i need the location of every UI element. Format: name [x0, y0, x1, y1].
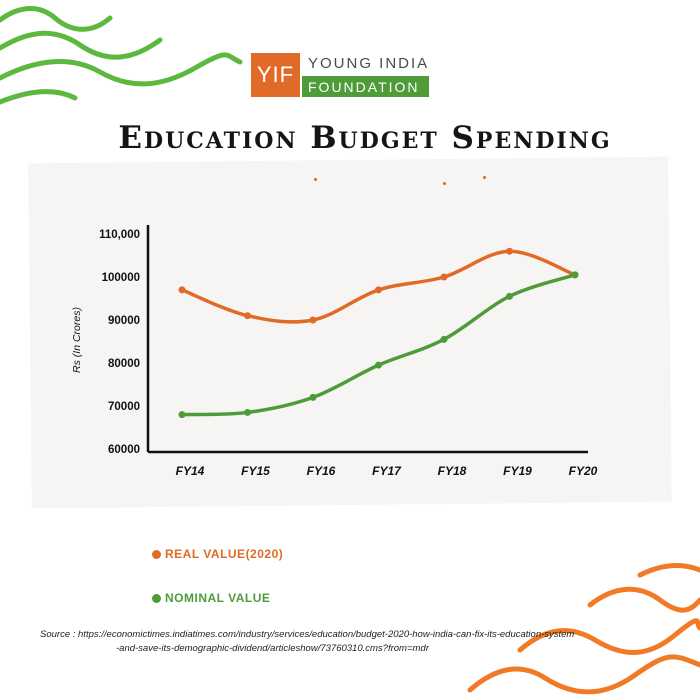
- x-tick-label: FY16: [306, 464, 336, 478]
- legend-item-real: [152, 547, 283, 561]
- data-point-nominal: [441, 336, 448, 343]
- source-line-1: Source : https://economictimes.indiatimes.com/industry/services/education/budget-2020-how-india-can-fix-its-education-system: [40, 629, 575, 640]
- data-point-real: [179, 286, 186, 293]
- data-point-nominal: [310, 394, 317, 401]
- data-point-real: [310, 317, 317, 324]
- x-tick-label: FY14: [175, 464, 205, 478]
- x-tick-label: FY20: [568, 464, 598, 478]
- x-tick-label: FY17: [372, 464, 401, 478]
- data-point-real: [375, 286, 382, 293]
- legend-swatch-nominal: [152, 594, 161, 603]
- data-point-nominal: [375, 362, 382, 369]
- page-title: Education Budget Spending: [118, 120, 612, 156]
- source-line-2: -and-save-its-demographic-dividend/articleshow/73760310.cms?from=mdr: [116, 643, 429, 654]
- source-note: [40, 628, 680, 656]
- y-tick-label: 80000: [108, 358, 140, 370]
- x-tick-label: FY19: [503, 464, 532, 478]
- legend-label-nominal: NOMINAL VALUE: [165, 591, 271, 605]
- data-point-real: [441, 274, 448, 281]
- x-tick-label: FY18: [437, 464, 467, 478]
- y-tick-label: 70000: [108, 401, 140, 413]
- logo-mark: YIF: [251, 53, 300, 97]
- y-tick-label: 60000: [108, 444, 140, 456]
- data-point-nominal: [506, 293, 513, 300]
- y-tick-label: 110,000: [99, 229, 140, 241]
- data-point-nominal: [572, 271, 579, 278]
- legend-swatch-real: [152, 550, 161, 559]
- logo-line-1: YOUNG INDIA: [308, 55, 430, 72]
- legend-label-real: REAL VALUE(2020): [165, 547, 284, 561]
- data-point-nominal: [179, 411, 186, 418]
- data-point-real: [506, 248, 513, 255]
- x-tick-label: FY15: [241, 464, 270, 478]
- data-point-nominal: [244, 409, 251, 416]
- y-tick-label: 90000: [108, 315, 140, 327]
- y-tick-label: 100000: [101, 272, 140, 284]
- logo-line-2: FOUNDATION: [302, 76, 429, 97]
- series-line-nominal: [182, 275, 575, 415]
- legend-item-nominal: [152, 591, 270, 605]
- data-point-real: [244, 312, 251, 319]
- y-axis-title: Rs (In Crores): [71, 307, 83, 373]
